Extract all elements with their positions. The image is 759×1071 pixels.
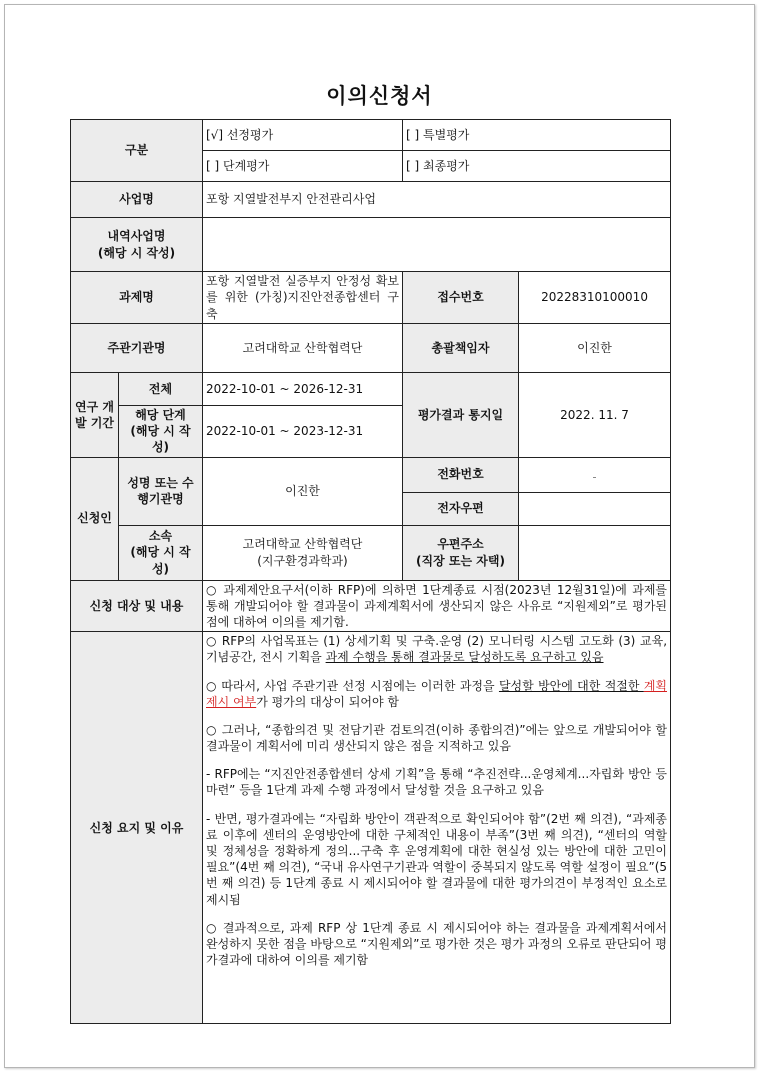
postal-address-value — [519, 525, 671, 580]
affiliation-label-text: 소속 — [148, 529, 173, 544]
reason-paragraph-3: ○ 그러나, “종합의견 및 전담기관 검토의견(이하 종합의견)”에는 앞으로 개발되어야 할 결과물이 계획서에 미리 생산되지 않은 점을 지적하고 있음 — [206, 722, 668, 754]
project-name-value: 포항 지열발전부지 안전관리사업 — [203, 182, 671, 218]
reason-text: ○ RFP의 사업목표는 (1) 상세기획 및 구축.운영 (2) 모니터링 시스템 고도화 (3) 교육, 기념공간, 전시 기획을 — [206, 634, 668, 665]
sub-project-value — [203, 218, 671, 272]
checkbox-mark: [ ] — [406, 127, 420, 142]
period-stage-label-text: 해당 단계 — [135, 408, 186, 422]
affiliation-value-line1: 고려대학교 산학협력단 — [242, 537, 363, 552]
period-stage-label — [119, 406, 203, 458]
pi-name: 이진한 — [519, 324, 671, 373]
pi-label: 총괄책임자 — [403, 324, 519, 373]
reason-text: ○ 따라서, 사업 주관기관 선정 시점에는 이러한 과정을 — [206, 678, 499, 693]
checkbox-mark: [ ] — [206, 158, 220, 173]
project-name-label: 사업명 — [71, 182, 203, 218]
reason-underlined-text: 과제 수행을 통해 결과물로 달성하도록 요구하고 있음 — [325, 650, 604, 665]
postal-address-label-note: (직장 또는 자택) — [416, 553, 505, 568]
period-total-value: 2022-10-01 ~ 2026-12-31 — [203, 373, 403, 406]
reason-paragraph-6: ○ 결과적으로, 과제 RFP 상 1단계 종료 시 제시되어야 하는 결과물을 과제계획서에서 완성하지 못한 점을 바탕으로 “지원제외”로 평가한 것은 평가 과정의 오류로 판단되어 평가결과에 대하여 이의를 제기함 — [206, 920, 668, 968]
division-option-selection[interactable] — [203, 120, 403, 151]
affiliation-value — [203, 525, 403, 580]
reason-paragraph-1 — [206, 633, 667, 665]
affiliation-label — [119, 525, 203, 580]
option-label: 특별평가 — [423, 127, 470, 142]
postal-address-label — [403, 525, 519, 580]
reason-paragraph-2 — [206, 678, 667, 710]
reason-paragraph-5: - 반면, 평가결과에는 “자립화 방안이 객관적으로 확인되어야 함”(2번 째 의견), “과제종료 이후에 센터의 운영방안에 대한 구체적인 내용이 부족”(3번 째 의견), “센터의 역할 및 정체성을 정확하게 정의...구축 후 운영계획에 대한 현실성 있는 방안에 대한 고민이 필요”(4번 째 의견), “국내 유사연구기관과 역할이 중복되지 않도록 역할 설정이 필요”(5번 째 의견) 등 1단계 종료 시 제시되어야 할 결과물에 대한 평가의견이 부정적인 요소로 제시됨 — [206, 811, 668, 907]
task-label: 과제명 — [71, 272, 203, 324]
reason-underlined-text: 달성할 방안에 대한 적절한 — [498, 678, 644, 693]
objection-form-table — [70, 119, 671, 1024]
lead-org-label: 주관기관명 — [71, 324, 203, 373]
affiliation-label-note: (해당 시 작성) — [130, 545, 191, 576]
notice-date-label: 평가결과 통지일 — [403, 373, 519, 458]
postal-address-label-text: 우편주소 — [437, 537, 484, 552]
reason-text: 가 평가의 대상이 되어야 함 — [256, 694, 399, 709]
sub-project-label-note: (해당 시 작성) — [97, 245, 176, 260]
email-value — [519, 492, 671, 525]
receipt-no-value: 20228310100010 — [519, 272, 671, 324]
division-option-final[interactable] — [403, 151, 671, 182]
redaction-mark — [593, 477, 596, 478]
applicant-name-label: 성명 또는 수행기관명 — [119, 457, 203, 525]
period-stage-value: 2022-10-01 ~ 2023-12-31 — [203, 406, 403, 458]
phone-label: 전화번호 — [403, 457, 519, 492]
phone-value — [519, 457, 671, 492]
target-content: ○ 과제제안요구서(이하 RFP)에 의하면 1단계종료 시점(2023년 12월31일)에 과제를 통해 개발되어야 할 결과물이 과제계획서에 생산되지 않은 사유로 “지원제외”로 평가된 점에 대하여 이의를 제기함. — [203, 580, 671, 632]
affiliation-value-line2: (지구환경과학과) — [257, 553, 348, 568]
reason-paragraph-4: - RFP에는 “지진안전종합센터 상세 기획”을 통해 “추진전략...운영체계...자립화 방안 등 마련” 등을 1단계 과제 수행 과정에서 달성할 것을 요구하고 있음 — [206, 767, 668, 798]
email-label: 전자우편 — [403, 492, 519, 525]
checkbox-mark: [ ] — [406, 158, 420, 173]
receipt-no-label: 접수번호 — [403, 272, 519, 324]
option-label: 선정평가 — [226, 127, 274, 142]
division-option-special[interactable] — [403, 120, 671, 151]
notice-date-value: 2022. 11. 7 — [519, 373, 671, 458]
lead-org-value: 고려대학교 산학협력단 — [203, 324, 403, 373]
sub-project-label-text: 내역사업명 — [107, 229, 166, 244]
applicant-label: 신청인 — [71, 457, 119, 580]
document-title: 이의신청서 — [326, 84, 433, 108]
sub-project-label — [71, 218, 203, 272]
division-option-stage[interactable] — [203, 151, 403, 182]
option-label: 최종평가 — [423, 158, 470, 173]
reason-highlighted-text: 계획 제시 여부 — [206, 678, 668, 709]
checkbox-mark: [√] — [206, 127, 224, 142]
reason-label: 신청 요지 및 이유 — [71, 632, 203, 1024]
reason-content — [203, 632, 671, 1024]
applicant-name-value: 이진한 — [203, 457, 403, 525]
task-value: 포항 지열발전 실증부지 안정성 확보를 위한 (가칭)지진안전종합센터 구축 — [203, 272, 403, 324]
division-label: 구분 — [71, 120, 203, 182]
target-label: 신청 대상 및 내용 — [71, 580, 203, 632]
period-total-label: 전체 — [119, 373, 203, 406]
period-stage-label-note: (해당 시 작성) — [130, 424, 191, 455]
period-label: 연구 개발 기간 — [71, 373, 119, 458]
option-label: 단계평가 — [223, 158, 270, 173]
